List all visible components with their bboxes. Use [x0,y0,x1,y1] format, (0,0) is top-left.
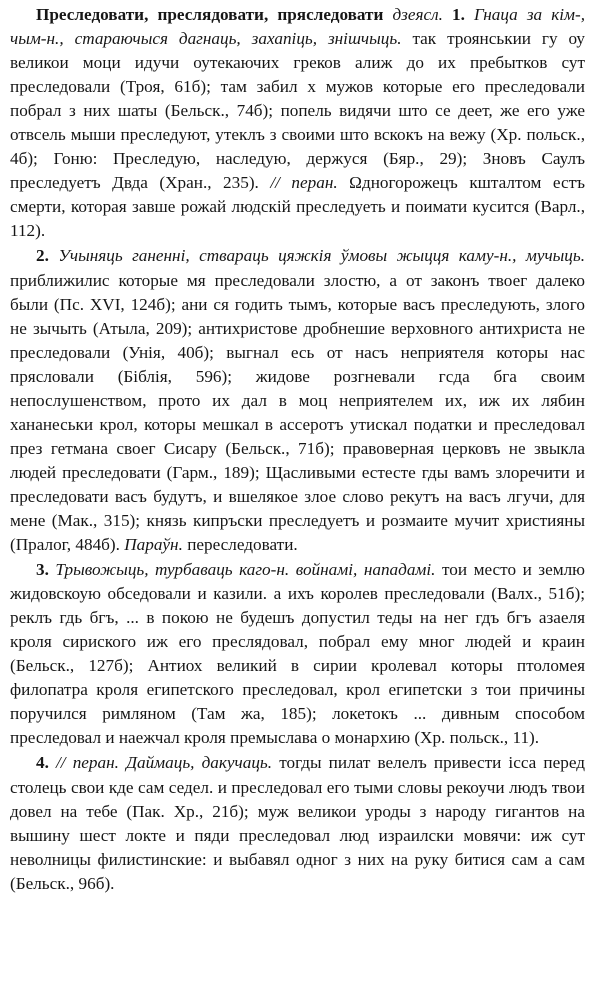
part-of-speech: дзеясл. [392,5,443,24]
sense-citations-figurative: Ωдногорожецъ кшталтом естъ смерти, которая завше рожай людскій преследуеть и поимати кусится (Варл., 112). [10,173,586,241]
entry-sense-2 [10,244,585,557]
sense-number: 2. [36,246,49,266]
entry-sense-3 [10,558,585,750]
cross-reference-label: Параўн. [124,535,183,555]
headword: Преследовати, преслядовати, пряследовати [36,5,384,24]
figurative-label: // перан. [56,753,119,773]
figurative-label: // перан. [270,173,338,193]
entry-sense-4 [10,751,585,895]
entry-sense-1 [10,3,585,243]
sense-citations: тои место и землю жидовскоую обседовали и казили. а ихъ королев преследовали (Валх., 51б); реклъ гдь бгъ, ... в покою не будешъ допустил теды на нег гдъ бгъ азаеля кроля сириского иж его преслядовал, побрал ему мног людей и краин (Бельск., 127б); Антиох великий в сирии кролевал которы птоломея филопатра кроля египетского преследовал, крол египетски з тои причины поручился римляном (Там жа, 185); локетокъ ... дивным способом преследовал и наежчал кроля премыслава о монархию (Хр. польск., 11). [10,560,585,748]
sense-definition: Трывожыць, турбаваць каго-н. войнамі, нападамі. [55,560,436,580]
sense-definition: Даймаць, дакучаць. [126,753,273,773]
sense-definition: Учыняць ганенні, ствараць цяжкія ўмовы жыцця каму-н., мучыць. [58,246,586,266]
sense-definition: Гнаца за кім-, чым-н., стараючыся дагнаць, захапіць, знішчыць. [10,5,586,49]
sense-number: 1. [452,5,465,24]
cross-reference: переследовати. [187,535,298,555]
sense-citations: тогды пилат велелъ привести ісса перед столець свои кде сам седел. и преследовал его тыми словы рекоучи людъ твои довел на тебе (Пак. Хр., 21б); муж великои уроды з народу гигантов на вышину шест локте и пяди преследовал люд израилски мовячи: иж сут неволницы филистинские: и выбавял одног з них на руку битися сам а сам (Бельск., 96б). [10,753,585,893]
sense-number: 4. [36,753,49,773]
sense-number: 3. [36,560,49,580]
sense-citations: приближилис которые мя преследовали злостю, а от законъ твоег далеко были (Пс. XVI, 124б); ани ся годить тымъ, которые васъ преследують, злого не зычыть (Атыла, 209); антихристове дробнешие верховного антихриста не преследовали (Унія, 40б); выгнал есь от насъ неприятеля которы нас прясловали (Біблія, 596); жидове розгневали гсда бга своим непослушенством, прото их дал в моц неприятелем их, иж их лябин хананеськи крол, которы мешкал в ассеротъ утискал податки и преследовал през гетмана своег Сисару (Бельск., 71б); правоверная церковъ не звыкла людей преследовати (Гарм., 189); Щасливыми естесте гды вамъ злоречити и преследовати васъ будутъ, и вшелякое злое слово рекутъ на васъ лгучи, для мене (Мак., 315); князь кипръски преследуетъ и розмаите мучит християны (Пралог, 484б). [10,270,585,555]
sense-citations: так троянськии гу оу великои моци идучи оутекаючих греков алиж до их пребытков сут преследовали (Троя, 61б); там забил х мужов которые его преследовали побрал з них шаты (Бельск., 74б); попель видячи што се деет, же его уже отвсель мыши преследуют, утеклъ з своими што вскокъ на вежу (Хр. польск., 4б); Гоню: Преследую, наследую, держуся (Бяр., 29); Зновъ Саулъ преследуетъ Двда (Хран., 235). [10,29,586,193]
